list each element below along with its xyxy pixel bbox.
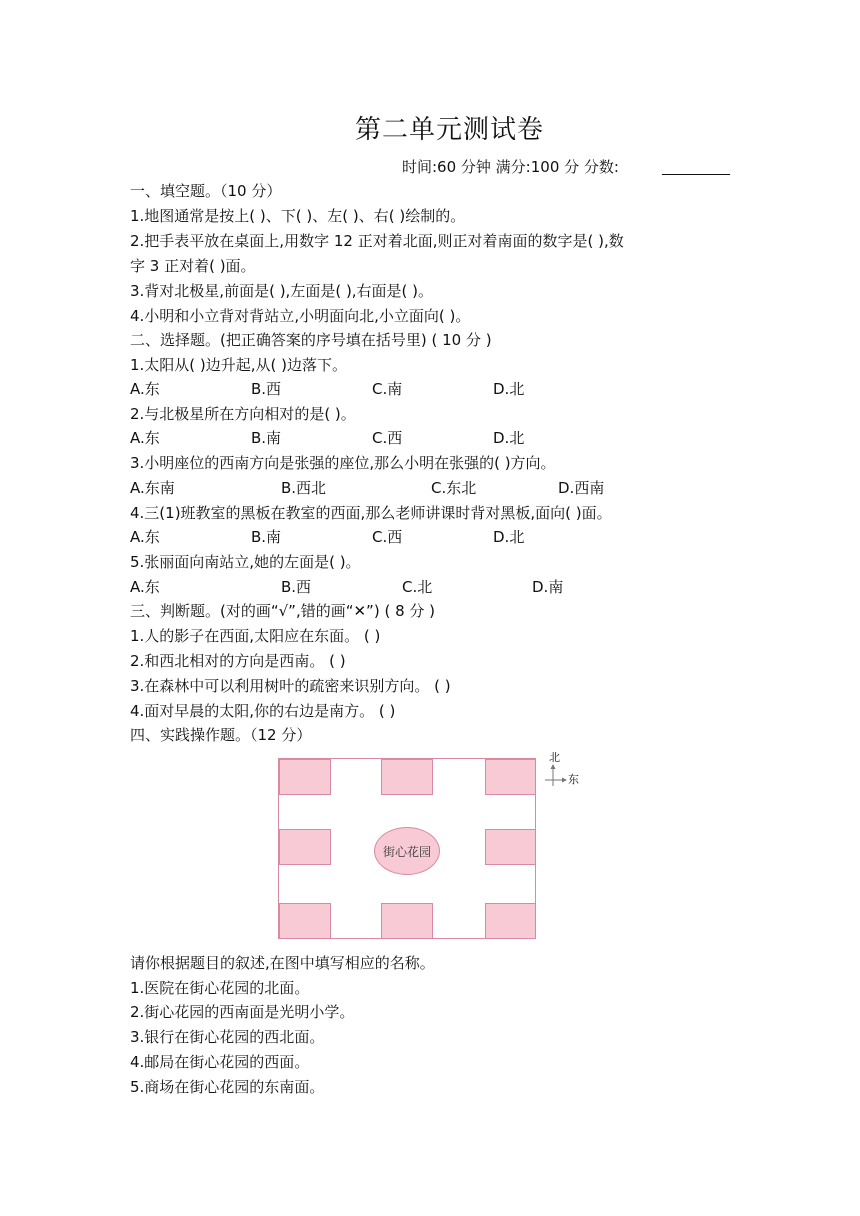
section4-heading: 四、实践操作题。（12 分） (130, 726, 312, 744)
s2-q4-opt-c: C.西 (372, 528, 403, 546)
s2-q5: 5.张丽面向南站立,她的左面是( )。 (130, 553, 361, 571)
map-block-se[interactable] (485, 903, 536, 939)
map-block-w[interactable] (279, 829, 331, 865)
garden-label: 街心花园 (382, 844, 431, 859)
s1-q2b: 字 3 正对着( )面。 (130, 257, 256, 275)
exam-info: 时间:60 分钟 满分:100 分 分数: (402, 158, 619, 176)
map-block-nw[interactable] (279, 759, 331, 795)
s2-q1-opt-d: D.北 (493, 380, 525, 398)
score-blank[interactable] (662, 174, 730, 175)
s2-q2-opt-a: A.东 (130, 429, 160, 447)
east-label: 东 (568, 773, 579, 786)
central-garden (374, 827, 440, 875)
s1-q3: 3.背对北极星,前面是( ),左面是( ),右面是( )。 (130, 282, 434, 300)
s2-q2: 2.与北极星所在方向相对的是( )。 (130, 405, 356, 423)
map-block-n[interactable] (381, 759, 433, 795)
s2-q1-opt-a: A.东 (130, 380, 160, 398)
s2-q3-opt-c: C.东北 (431, 479, 477, 497)
s4-item-2: 2.街心花园的西南面是光明小学。 (130, 1003, 355, 1021)
compass (545, 752, 585, 792)
s2-q3-opt-b: B.西北 (281, 479, 327, 497)
s2-q4: 4.三(1)班教室的黑板在教室的西面,那么老师讲课时背对黑板,面向( )面。 (130, 504, 612, 522)
s2-q2-opt-b: B.南 (251, 429, 282, 447)
s2-q4-opt-d: D.北 (493, 528, 525, 546)
s1-q4: 4.小明和小立背对背站立,小明面向北,小立面向( )。 (130, 307, 471, 325)
s2-q3-opt-a: A.东南 (130, 479, 175, 497)
s4-item-4: 4.邮局在街心花园的西面。 (130, 1053, 310, 1071)
s1-q1: 1.地图通常是按上( )、下( )、左( )、右( )绘制的。 (130, 207, 466, 225)
section3-heading: 三、判断题。(对的画“√”,错的画“✕”) ( 8 分 ) (130, 602, 436, 620)
s2-q4-opt-b: B.南 (251, 528, 282, 546)
page-title: 第二单元测试卷 (355, 115, 545, 145)
s4-instruction: 请你根据题目的叙述,在图中填写相应的名称。 (130, 954, 435, 972)
map-block-ne[interactable] (485, 759, 536, 795)
s3-item-4: 4.面对早晨的太阳,你的右边是南方。 ( ) (130, 702, 396, 720)
map-block-e[interactable] (485, 829, 536, 865)
s1-q2a: 2.把手表平放在桌面上,用数字 12 正对着北面,则正对着南面的数字是( ),数 (130, 232, 624, 250)
s4-item-1: 1.医院在街心花园的北面。 (130, 979, 310, 997)
north-label: 北 (549, 751, 560, 764)
s3-item-2: 2.和西北相对的方向是西南。 ( ) (130, 652, 346, 670)
s2-q4-opt-a: A.东 (130, 528, 160, 546)
s3-item-3: 3.在森林中可以利用树叶的疏密来识别方向。 ( ) (130, 677, 451, 695)
s2-q3-opt-d: D.西南 (558, 479, 605, 497)
s2-q1-opt-b: B.西 (251, 380, 282, 398)
s2-q5-opt-a: A.东 (130, 578, 160, 596)
s4-item-5: 5.商场在街心花园的东南面。 (130, 1078, 325, 1096)
section1-heading: 一、填空题。（10 分） (130, 182, 282, 200)
s2-q5-opt-d: D.南 (532, 578, 564, 596)
s4-item-3: 3.银行在街心花园的西北面。 (130, 1028, 325, 1046)
map-block-sw[interactable] (279, 903, 331, 939)
s2-q1: 1.太阳从( )边升起,从( )边落下。 (130, 356, 348, 374)
s2-q3: 3.小明座位的西南方向是张强的座位,那么小明在张强的( )方向。 (130, 454, 556, 472)
s2-q5-opt-b: B.西 (281, 578, 312, 596)
map-block-s[interactable] (381, 903, 433, 939)
s2-q5-opt-c: C.北 (402, 578, 433, 596)
street-map (278, 758, 536, 939)
s2-q2-opt-d: D.北 (493, 429, 525, 447)
s3-item-1: 1.人的影子在西面,太阳应在东面。 ( ) (130, 627, 381, 645)
section2-heading: 二、选择题。(把正确答案的序号填在括号里) ( 10 分 ) (130, 331, 492, 349)
s2-q1-opt-c: C.南 (372, 380, 403, 398)
s2-q2-opt-c: C.西 (372, 429, 403, 447)
